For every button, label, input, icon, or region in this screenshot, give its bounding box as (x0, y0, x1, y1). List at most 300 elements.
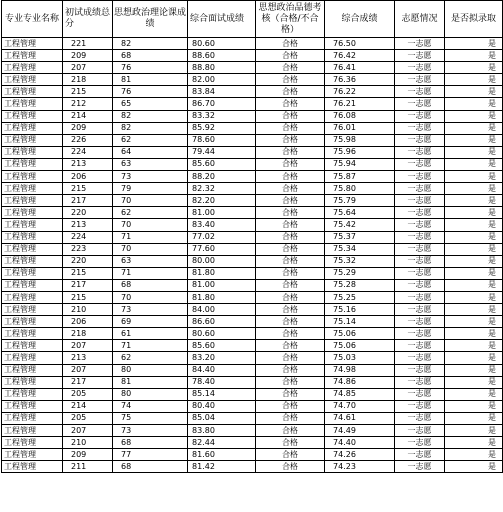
cell-admitted: 是 (445, 195, 503, 207)
cell-politics-score: 63 (113, 255, 188, 267)
cell-will: 一志愿 (395, 62, 445, 74)
table-row (2, 62, 503, 74)
cell-admitted: 是 (445, 74, 503, 86)
cell-total-score: 75.34 (325, 243, 395, 255)
cell-admitted: 是 (445, 279, 503, 291)
cell-initial-score: 209 (63, 50, 113, 62)
cell-politics-score: 73 (113, 171, 188, 183)
cell-major: 工程管理 (2, 364, 63, 376)
header-interview-score: 综合面试成绩 (188, 1, 256, 38)
table-row (2, 425, 503, 437)
cell-admitted: 是 (445, 183, 503, 195)
cell-initial-score: 213 (63, 158, 113, 170)
cell-interview-score: 88.80 (188, 62, 256, 74)
cell-ideology-check: 合格 (256, 352, 325, 364)
cell-interview-score: 80.60 (188, 38, 256, 50)
cell-politics-score: 68 (113, 279, 188, 291)
cell-interview-score: 83.20 (188, 352, 256, 364)
cell-will: 一志愿 (395, 340, 445, 352)
cell-will: 一志愿 (395, 255, 445, 267)
cell-interview-score: 85.92 (188, 122, 256, 134)
cell-admitted: 是 (445, 376, 503, 388)
cell-admitted: 是 (445, 437, 503, 449)
cell-politics-score: 68 (113, 50, 188, 62)
cell-interview-score: 79.44 (188, 146, 256, 158)
cell-total-score: 75.06 (325, 328, 395, 340)
cell-ideology-check: 合格 (256, 449, 325, 461)
cell-major: 工程管理 (2, 86, 63, 98)
cell-will: 一志愿 (395, 316, 445, 328)
cell-admitted: 是 (445, 412, 503, 424)
cell-total-score: 75.94 (325, 158, 395, 170)
cell-will: 一志愿 (395, 219, 445, 231)
cell-initial-score: 221 (63, 38, 113, 50)
cell-total-score: 74.23 (325, 461, 395, 473)
cell-politics-score: 71 (113, 340, 188, 352)
cell-major: 工程管理 (2, 437, 63, 449)
table-row (2, 400, 503, 412)
cell-initial-score: 215 (63, 183, 113, 195)
cell-initial-score: 218 (63, 74, 113, 86)
cell-ideology-check: 合格 (256, 316, 325, 328)
cell-admitted: 是 (445, 388, 503, 400)
cell-total-score: 75.79 (325, 195, 395, 207)
cell-initial-score: 205 (63, 412, 113, 424)
cell-ideology-check: 合格 (256, 412, 325, 424)
cell-initial-score: 213 (63, 352, 113, 364)
cell-will: 一志愿 (395, 74, 445, 86)
table-row (2, 86, 503, 98)
table-row (2, 304, 503, 316)
cell-politics-score: 70 (113, 243, 188, 255)
cell-will: 一志愿 (395, 231, 445, 243)
cell-initial-score: 217 (63, 195, 113, 207)
cell-major: 工程管理 (2, 122, 63, 134)
cell-major: 工程管理 (2, 134, 63, 146)
cell-initial-score: 224 (63, 146, 113, 158)
cell-politics-score: 62 (113, 207, 188, 219)
cell-politics-score: 82 (113, 122, 188, 134)
cell-will: 一志愿 (395, 158, 445, 170)
cell-interview-score: 85.04 (188, 412, 256, 424)
cell-interview-score: 77.02 (188, 231, 256, 243)
cell-interview-score: 84.40 (188, 364, 256, 376)
cell-politics-score: 62 (113, 352, 188, 364)
cell-ideology-check: 合格 (256, 86, 325, 98)
cell-will: 一志愿 (395, 207, 445, 219)
cell-initial-score: 207 (63, 62, 113, 74)
table-row (2, 134, 503, 146)
table-row (2, 255, 503, 267)
cell-ideology-check: 合格 (256, 62, 325, 74)
cell-admitted: 是 (445, 122, 503, 134)
cell-will: 一志愿 (395, 110, 445, 122)
cell-ideology-check: 合格 (256, 255, 325, 267)
cell-major: 工程管理 (2, 255, 63, 267)
cell-will: 一志愿 (395, 376, 445, 388)
cell-politics-score: 77 (113, 449, 188, 461)
cell-total-score: 75.96 (325, 146, 395, 158)
cell-admitted: 是 (445, 255, 503, 267)
cell-initial-score: 220 (63, 207, 113, 219)
cell-major: 工程管理 (2, 195, 63, 207)
cell-major: 工程管理 (2, 98, 63, 110)
cell-admitted: 是 (445, 316, 503, 328)
cell-initial-score: 223 (63, 243, 113, 255)
cell-interview-score: 78.60 (188, 134, 256, 146)
cell-admitted: 是 (445, 364, 503, 376)
cell-will: 一志愿 (395, 437, 445, 449)
table-row (2, 122, 503, 134)
cell-politics-score: 63 (113, 158, 188, 170)
cell-interview-score: 80.00 (188, 255, 256, 267)
cell-interview-score: 88.60 (188, 50, 256, 62)
table-row (2, 183, 503, 195)
cell-total-score: 75.98 (325, 134, 395, 146)
cell-ideology-check: 合格 (256, 291, 325, 303)
table-row (2, 195, 503, 207)
cell-initial-score: 207 (63, 425, 113, 437)
cell-major: 工程管理 (2, 38, 63, 50)
cell-politics-score: 76 (113, 86, 188, 98)
cell-will: 一志愿 (395, 449, 445, 461)
cell-major: 工程管理 (2, 219, 63, 231)
cell-initial-score: 215 (63, 86, 113, 98)
cell-politics-score: 73 (113, 304, 188, 316)
cell-admitted: 是 (445, 110, 503, 122)
cell-admitted: 是 (445, 86, 503, 98)
cell-will: 一志愿 (395, 38, 445, 50)
cell-politics-score: 71 (113, 267, 188, 279)
cell-total-score: 75.28 (325, 279, 395, 291)
cell-major: 工程管理 (2, 340, 63, 352)
cell-politics-score: 61 (113, 328, 188, 340)
cell-ideology-check: 合格 (256, 110, 325, 122)
cell-politics-score: 81 (113, 74, 188, 86)
cell-ideology-check: 合格 (256, 340, 325, 352)
table-row (2, 279, 503, 291)
cell-admitted: 是 (445, 267, 503, 279)
table-row (2, 364, 503, 376)
cell-admitted: 是 (445, 98, 503, 110)
cell-politics-score: 80 (113, 364, 188, 376)
cell-major: 工程管理 (2, 50, 63, 62)
cell-politics-score: 68 (113, 461, 188, 473)
cell-ideology-check: 合格 (256, 98, 325, 110)
cell-will: 一志愿 (395, 461, 445, 473)
table-row (2, 98, 503, 110)
header-ideology-check: 思想政治品德考核（合格/不合格） (256, 1, 325, 38)
cell-initial-score: 214 (63, 110, 113, 122)
cell-interview-score: 85.60 (188, 340, 256, 352)
cell-ideology-check: 合格 (256, 279, 325, 291)
cell-ideology-check: 合格 (256, 376, 325, 388)
cell-ideology-check: 合格 (256, 267, 325, 279)
cell-ideology-check: 合格 (256, 207, 325, 219)
cell-total-score: 76.41 (325, 62, 395, 74)
table-row (2, 243, 503, 255)
cell-major: 工程管理 (2, 388, 63, 400)
cell-ideology-check: 合格 (256, 461, 325, 473)
cell-interview-score: 85.60 (188, 158, 256, 170)
table-row (2, 291, 503, 303)
cell-admitted: 是 (445, 171, 503, 183)
cell-admitted: 是 (445, 50, 503, 62)
cell-admitted: 是 (445, 449, 503, 461)
cell-interview-score: 81.00 (188, 207, 256, 219)
cell-total-score: 74.61 (325, 412, 395, 424)
cell-interview-score: 81.80 (188, 291, 256, 303)
cell-initial-score: 210 (63, 304, 113, 316)
cell-will: 一志愿 (395, 86, 445, 98)
cell-interview-score: 86.60 (188, 316, 256, 328)
table-row (2, 231, 503, 243)
cell-will: 一志愿 (395, 195, 445, 207)
cell-will: 一志愿 (395, 304, 445, 316)
cell-interview-score: 82.20 (188, 195, 256, 207)
cell-admitted: 是 (445, 62, 503, 74)
cell-ideology-check: 合格 (256, 134, 325, 146)
cell-politics-score: 70 (113, 219, 188, 231)
cell-will: 一志愿 (395, 146, 445, 158)
cell-major: 工程管理 (2, 146, 63, 158)
cell-initial-score: 212 (63, 98, 113, 110)
cell-will: 一志愿 (395, 171, 445, 183)
cell-major: 工程管理 (2, 74, 63, 86)
cell-admitted: 是 (445, 158, 503, 170)
table-row (2, 376, 503, 388)
table-row (2, 38, 503, 50)
cell-politics-score: 69 (113, 316, 188, 328)
cell-major: 工程管理 (2, 279, 63, 291)
cell-total-score: 75.80 (325, 183, 395, 195)
cell-ideology-check: 合格 (256, 243, 325, 255)
cell-total-score: 74.70 (325, 400, 395, 412)
table-row (2, 158, 503, 170)
cell-will: 一志愿 (395, 98, 445, 110)
cell-ideology-check: 合格 (256, 231, 325, 243)
cell-interview-score: 81.42 (188, 461, 256, 473)
cell-total-score: 75.25 (325, 291, 395, 303)
header-admitted: 是否拟录取 (445, 1, 503, 38)
cell-total-score: 75.16 (325, 304, 395, 316)
cell-total-score: 75.32 (325, 255, 395, 267)
cell-initial-score: 207 (63, 364, 113, 376)
cell-admitted: 是 (445, 400, 503, 412)
cell-initial-score: 215 (63, 267, 113, 279)
cell-admitted: 是 (445, 38, 503, 50)
header-total-score: 综合成绩 (325, 1, 395, 38)
cell-total-score: 75.64 (325, 207, 395, 219)
table-row (2, 328, 503, 340)
cell-politics-score: 71 (113, 231, 188, 243)
cell-initial-score: 218 (63, 328, 113, 340)
cell-total-score: 76.01 (325, 122, 395, 134)
table-row (2, 267, 503, 279)
cell-major: 工程管理 (2, 304, 63, 316)
cell-major: 工程管理 (2, 316, 63, 328)
cell-major: 工程管理 (2, 412, 63, 424)
cell-total-score: 74.85 (325, 388, 395, 400)
cell-initial-score: 205 (63, 388, 113, 400)
cell-major: 工程管理 (2, 158, 63, 170)
cell-interview-score: 83.84 (188, 86, 256, 98)
admission-results-table (1, 0, 503, 473)
cell-interview-score: 86.70 (188, 98, 256, 110)
cell-interview-score: 85.14 (188, 388, 256, 400)
cell-will: 一志愿 (395, 412, 445, 424)
cell-interview-score: 84.00 (188, 304, 256, 316)
cell-initial-score: 206 (63, 171, 113, 183)
cell-admitted: 是 (445, 243, 503, 255)
cell-will: 一志愿 (395, 122, 445, 134)
cell-politics-score: 70 (113, 291, 188, 303)
cell-total-score: 75.29 (325, 267, 395, 279)
cell-initial-score: 215 (63, 291, 113, 303)
header-politics-score: 思想政治理论课成绩 (113, 1, 188, 38)
cell-total-score: 74.86 (325, 376, 395, 388)
cell-total-score: 74.26 (325, 449, 395, 461)
cell-admitted: 是 (445, 352, 503, 364)
table-row (2, 219, 503, 231)
cell-will: 一志愿 (395, 328, 445, 340)
cell-ideology-check: 合格 (256, 195, 325, 207)
cell-ideology-check: 合格 (256, 328, 325, 340)
cell-politics-score: 65 (113, 98, 188, 110)
cell-major: 工程管理 (2, 110, 63, 122)
cell-politics-score: 82 (113, 38, 188, 50)
cell-will: 一志愿 (395, 352, 445, 364)
cell-initial-score: 220 (63, 255, 113, 267)
table-row (2, 171, 503, 183)
cell-ideology-check: 合格 (256, 74, 325, 86)
cell-total-score: 76.08 (325, 110, 395, 122)
cell-admitted: 是 (445, 328, 503, 340)
cell-admitted: 是 (445, 219, 503, 231)
cell-will: 一志愿 (395, 243, 445, 255)
cell-initial-score: 214 (63, 400, 113, 412)
cell-initial-score: 217 (63, 279, 113, 291)
cell-politics-score: 64 (113, 146, 188, 158)
cell-total-score: 74.98 (325, 364, 395, 376)
cell-admitted: 是 (445, 461, 503, 473)
cell-total-score: 75.06 (325, 340, 395, 352)
cell-major: 工程管理 (2, 171, 63, 183)
cell-ideology-check: 合格 (256, 425, 325, 437)
cell-interview-score: 77.60 (188, 243, 256, 255)
cell-interview-score: 78.40 (188, 376, 256, 388)
cell-total-score: 75.42 (325, 219, 395, 231)
cell-will: 一志愿 (395, 134, 445, 146)
table-row (2, 437, 503, 449)
table-row (2, 50, 503, 62)
table-row (2, 74, 503, 86)
cell-interview-score: 82.44 (188, 437, 256, 449)
cell-total-score: 76.36 (325, 74, 395, 86)
cell-politics-score: 68 (113, 437, 188, 449)
cell-ideology-check: 合格 (256, 146, 325, 158)
cell-ideology-check: 合格 (256, 183, 325, 195)
cell-will: 一志愿 (395, 50, 445, 62)
cell-total-score: 75.87 (325, 171, 395, 183)
cell-interview-score: 83.80 (188, 425, 256, 437)
header-will: 志愿情况 (395, 1, 445, 38)
cell-politics-score: 81 (113, 376, 188, 388)
cell-ideology-check: 合格 (256, 38, 325, 50)
cell-politics-score: 79 (113, 183, 188, 195)
cell-admitted: 是 (445, 134, 503, 146)
cell-politics-score: 76 (113, 62, 188, 74)
cell-initial-score: 209 (63, 122, 113, 134)
cell-will: 一志愿 (395, 291, 445, 303)
cell-total-score: 76.50 (325, 38, 395, 50)
cell-total-score: 75.03 (325, 352, 395, 364)
header-major: 专业专业名称 (2, 1, 63, 38)
cell-ideology-check: 合格 (256, 388, 325, 400)
cell-interview-score: 83.40 (188, 219, 256, 231)
cell-will: 一志愿 (395, 425, 445, 437)
table-row (2, 146, 503, 158)
cell-initial-score: 224 (63, 231, 113, 243)
cell-initial-score: 213 (63, 219, 113, 231)
cell-major: 工程管理 (2, 183, 63, 195)
table-row (2, 340, 503, 352)
cell-total-score: 76.21 (325, 98, 395, 110)
cell-ideology-check: 合格 (256, 437, 325, 449)
cell-will: 一志愿 (395, 400, 445, 412)
cell-ideology-check: 合格 (256, 400, 325, 412)
table-row (2, 449, 503, 461)
cell-ideology-check: 合格 (256, 364, 325, 376)
cell-interview-score: 81.80 (188, 267, 256, 279)
cell-major: 工程管理 (2, 449, 63, 461)
table-row (2, 352, 503, 364)
cell-admitted: 是 (445, 207, 503, 219)
cell-interview-score: 82.32 (188, 183, 256, 195)
cell-total-score: 76.42 (325, 50, 395, 62)
cell-major: 工程管理 (2, 207, 63, 219)
cell-major: 工程管理 (2, 291, 63, 303)
cell-major: 工程管理 (2, 461, 63, 473)
cell-major: 工程管理 (2, 231, 63, 243)
table-row (2, 412, 503, 424)
cell-major: 工程管理 (2, 328, 63, 340)
table-row (2, 461, 503, 473)
cell-admitted: 是 (445, 231, 503, 243)
cell-will: 一志愿 (395, 388, 445, 400)
cell-interview-score: 83.32 (188, 110, 256, 122)
cell-admitted: 是 (445, 340, 503, 352)
table-row (2, 388, 503, 400)
cell-total-score: 76.22 (325, 86, 395, 98)
cell-interview-score: 81.00 (188, 279, 256, 291)
cell-initial-score: 211 (63, 461, 113, 473)
cell-ideology-check: 合格 (256, 122, 325, 134)
cell-total-score: 74.40 (325, 437, 395, 449)
cell-major: 工程管理 (2, 376, 63, 388)
cell-politics-score: 62 (113, 134, 188, 146)
cell-major: 工程管理 (2, 425, 63, 437)
cell-total-score: 75.37 (325, 231, 395, 243)
cell-interview-score: 80.40 (188, 400, 256, 412)
cell-politics-score: 80 (113, 388, 188, 400)
cell-interview-score: 88.20 (188, 171, 256, 183)
cell-major: 工程管理 (2, 243, 63, 255)
cell-total-score: 75.14 (325, 316, 395, 328)
cell-initial-score: 207 (63, 340, 113, 352)
cell-total-score: 74.49 (325, 425, 395, 437)
cell-initial-score: 209 (63, 449, 113, 461)
